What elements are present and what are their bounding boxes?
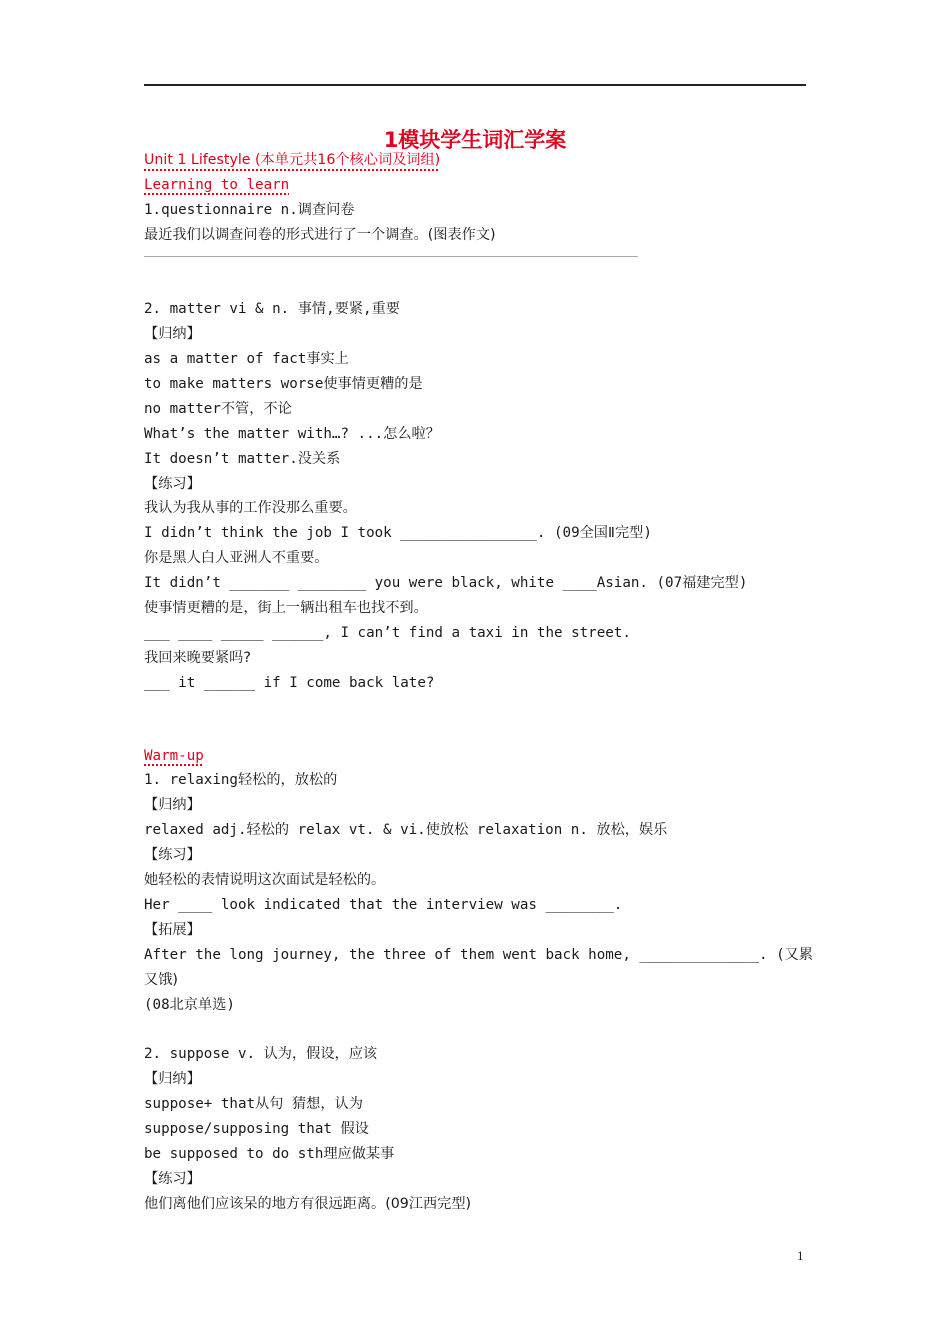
text-line: suppose/supposing that 假设	[144, 1120, 369, 1137]
document-body	[144, 148, 813, 1217]
text-line: Her ____ look indicated that the interview was ________.	[144, 896, 623, 913]
text-line: 1. relaxing轻松的，放松的	[144, 772, 338, 789]
text-line: After the long journey, the three of them went back home, ______________. (又累	[144, 946, 813, 963]
text-line: 【练习】	[144, 1170, 201, 1187]
text-line: 我回来晚要紧吗?	[144, 649, 251, 666]
text-line: ___ it ______ if I come back late?	[144, 674, 435, 691]
text-line: no matter不管，不论	[144, 400, 292, 417]
text-line: It doesn’t matter.没关系	[144, 450, 341, 467]
header-rule	[144, 84, 806, 86]
text-line: 2. matter vi & n. 事情,要紧,重要	[144, 301, 400, 318]
text-line: 【归纳】	[144, 326, 201, 343]
text-line: 【练习】	[144, 475, 201, 492]
warmup-heading: Warm-up	[144, 747, 204, 764]
text-line: 我认为我从事的工作没那么重要。	[144, 500, 357, 517]
text-line: 使事情更糟的是，街上一辆出租车也找不到。	[144, 600, 428, 617]
page-number: 1	[797, 1248, 804, 1263]
text-line: be supposed to do sth理应做某事	[144, 1145, 395, 1162]
answer-line	[144, 248, 806, 273]
text-line: ___ ____ _____ ______, I can’t find a taxi in the street.	[144, 624, 631, 641]
text-line: relaxed adj.轻松的 relax vt. & vi.使放松 relaxation n. 放松，娱乐	[144, 822, 668, 839]
section-heading: Learning to learn	[144, 176, 290, 193]
text-line: 他们离他们应该呆的地方有很远距离。(09江西完型)	[144, 1195, 472, 1212]
text-line: suppose+ that从句 猜想，认为	[144, 1096, 363, 1113]
text-line: as a matter of fact事实上	[144, 351, 349, 368]
text-line: 【归纳】	[144, 797, 201, 814]
text-line: It didn’t _______ ________ you were black, white ____Asian. (07福建完型)	[144, 575, 748, 592]
page-title: 1模块学生词汇学案	[383, 128, 567, 152]
text-line: 最近我们以调查问卷的形式进行了一个调查。(图表作文)	[144, 226, 496, 243]
text-line: 2. suppose v. 认为，假设，应该	[144, 1046, 378, 1063]
text-line: to make matters worse使事情更糟的是	[144, 376, 423, 393]
text-line: 【拓展】	[144, 921, 201, 938]
text-line: 【练习】	[144, 847, 201, 864]
text-line: I didn’t think the job I took ________________. (09全国Ⅱ完型)	[144, 525, 652, 542]
text-line: 1.questionnaire n.调查问卷	[144, 201, 355, 218]
text-line: 又饿)	[144, 971, 178, 988]
text-line: What’s the matter with…? ...怎么啦？	[144, 425, 440, 442]
text-line: 你是黑人白人亚洲人不重要。	[144, 550, 329, 567]
text-line: 她轻松的表情说明这次面试是轻松的。	[144, 872, 386, 889]
text-line: (08北京单选)	[144, 996, 235, 1013]
unit-heading: Unit 1 Lifestyle (本单元共16个核心词及词组)	[144, 152, 441, 168]
text-line: 【归纳】	[144, 1071, 201, 1088]
